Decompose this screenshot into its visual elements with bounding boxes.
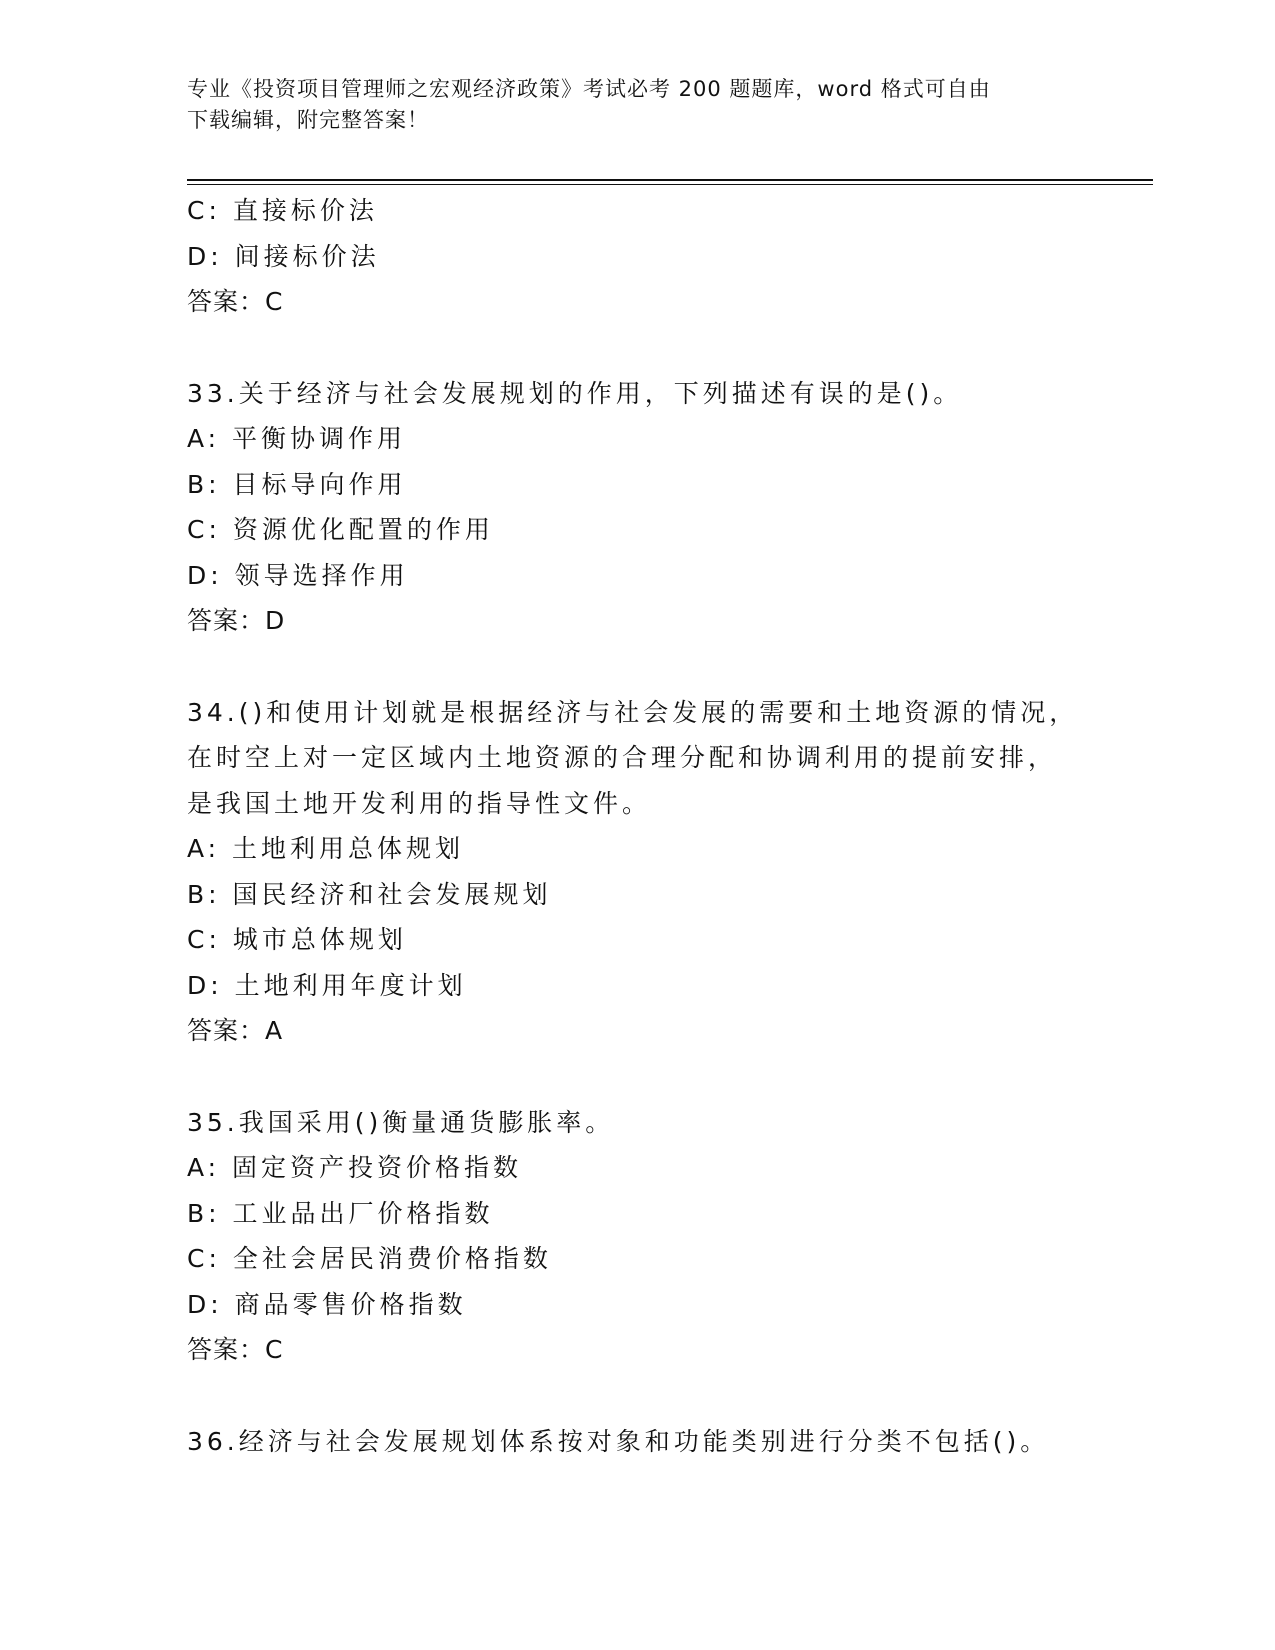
header-divider-thin <box>187 184 1153 185</box>
header-line-2: 下载编辑，附完整答案！ <box>187 108 429 132</box>
question-stem-line-2: 在时空上对一定区域内土地资源的合理分配和协调利用的提前安排， <box>187 743 1058 772</box>
spacer <box>187 644 1127 690</box>
option-a: A: 固定资产投资价格指数 <box>187 1153 523 1182</box>
question-32-tail <box>187 188 1127 325</box>
option-a: A: 平衡协调作用 <box>187 424 407 453</box>
option-d: D: 土地利用年度计划 <box>187 970 467 1000</box>
option-b: B: 工业品出厂价格指数 <box>187 1198 494 1228</box>
question-33 <box>187 371 1127 644</box>
answer: 答案：D <box>187 606 286 635</box>
option-a: A: 土地利用总体规划 <box>187 834 465 863</box>
spacer <box>187 325 1127 371</box>
question-stem: 36.经济与社会发展规划体系按对象和功能类别进行分类不包括()。 <box>187 1426 1050 1456</box>
header-divider-thick <box>187 179 1153 181</box>
document-header <box>187 74 1067 136</box>
question-36 <box>187 1419 1127 1465</box>
question-35 <box>187 1100 1127 1373</box>
option-c: C: 全社会居民消费价格指数 <box>187 1244 552 1273</box>
option-d: D: 商品零售价格指数 <box>187 1289 467 1319</box>
spacer <box>187 1054 1127 1100</box>
question-list <box>187 188 1127 1464</box>
spacer <box>187 1373 1127 1419</box>
question-stem: 35.我国采用()衡量通货膨胀率。 <box>187 1107 615 1137</box>
answer: 答案：A <box>187 1016 284 1045</box>
question-stem-line-1: 34.()和使用计划就是根据经济与社会发展的需要和土地资源的情况， <box>187 697 1079 727</box>
question-stem: 33.关于经济与社会发展规划的作用，下列描述有误的是()。 <box>187 378 963 408</box>
option-b: B: 目标导向作用 <box>187 469 407 499</box>
option-d: D: 间接标价法 <box>187 241 380 271</box>
option-c: C: 城市总体规划 <box>187 925 407 954</box>
option-c: C: 资源优化配置的作用 <box>187 515 494 544</box>
answer: 答案：C <box>187 1335 284 1364</box>
answer: 答案：C <box>187 287 284 316</box>
question-34 <box>187 690 1127 1054</box>
option-d: D: 领导选择作用 <box>187 560 409 590</box>
option-c: C: 直接标价法 <box>187 196 378 225</box>
option-b: B: 国民经济和社会发展规划 <box>187 879 552 909</box>
question-stem-line-3: 是我国土地开发利用的指导性文件。 <box>187 788 652 818</box>
header-line-1: 专业《投资项目管理师之宏观经济政策》考试必考 200 题题库，word 格式可自由 <box>187 77 991 101</box>
